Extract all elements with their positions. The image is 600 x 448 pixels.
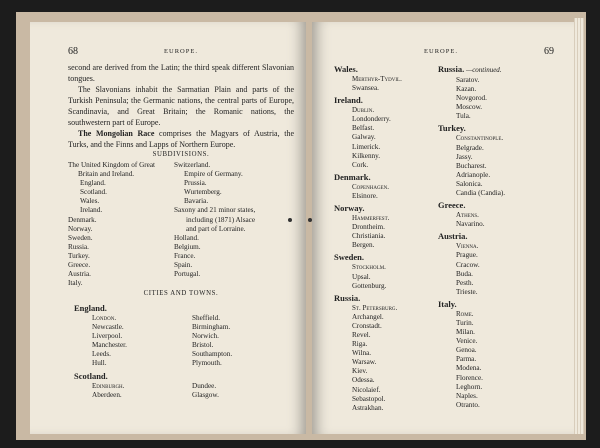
list-item: Liverpool. <box>92 332 123 341</box>
list-item: Kiev. <box>352 367 368 376</box>
paragraph: second are derived from the Latin; the third speak different Slavonian tongues. <box>68 63 294 83</box>
list-item: Bergen. <box>352 241 375 250</box>
list-item: Buda. <box>456 269 473 278</box>
list-item: Russia. <box>68 242 89 251</box>
england-heading-wrap <box>74 301 107 314</box>
list-item: Kazan. <box>456 85 477 94</box>
binding-thread-dot <box>308 218 312 222</box>
list-item: Venice. <box>456 337 478 346</box>
list-item: St. Petersburg. <box>352 303 398 312</box>
list-item: Moscow. <box>456 103 483 112</box>
list-item: Saratov. <box>456 76 480 84</box>
list-item: Scotland. <box>80 188 107 197</box>
scotland-left-list <box>92 382 124 400</box>
list-item: Greece. <box>68 261 91 270</box>
list-item: Londonderry. <box>352 115 391 124</box>
list-item: Drontheim. <box>352 223 385 232</box>
list-item: Turkey. <box>68 251 90 260</box>
list-item: Dublin. <box>352 106 375 115</box>
list-item: Jassy. <box>456 152 473 161</box>
list-item: Trieste. <box>456 287 478 296</box>
list-item: Austria. <box>68 270 91 279</box>
list-item: Bristol. <box>192 341 214 350</box>
scotland-heading: Scotland. <box>74 371 108 381</box>
left-header-title: EUROPE. <box>164 48 198 55</box>
section-heading: Italy. <box>438 298 457 309</box>
list-item: Manchester. <box>92 341 127 350</box>
left-page-number: 68 <box>68 46 78 57</box>
list-item: Athens. <box>456 211 479 220</box>
section-heading: Denmark. <box>334 171 371 182</box>
list-item: Prussia. <box>184 179 207 188</box>
list-item: Merthyr-Tydvil. <box>352 75 402 83</box>
list-item: Leeds. <box>92 350 111 359</box>
list-item: Swansea. <box>352 84 379 93</box>
list-item: Candia (Candia). <box>456 189 506 198</box>
list-item: Riga. <box>352 340 368 349</box>
page-edges <box>574 18 584 434</box>
list-item: Dundee. <box>192 382 217 390</box>
list-item: Plymouth. <box>192 359 222 368</box>
england-left-list <box>92 314 127 369</box>
section-heading: Turkey. <box>438 123 466 134</box>
list-item: Belgrade. <box>456 143 484 152</box>
open-book <box>16 12 586 440</box>
mongolian-rest: comprises the Magyars of Austria, the Turks, and the Finns and Lapps of Northern Europe. <box>68 129 295 149</box>
list-item: Wurtemberg. <box>184 188 222 197</box>
list-item: London. <box>92 314 117 322</box>
list-item: England. <box>80 179 106 188</box>
list-item: Cork. <box>352 160 369 169</box>
list-item: Edinburgh. <box>92 382 125 390</box>
list-item: Empire of Germany. <box>184 170 243 179</box>
list-item: Wales. <box>80 197 100 206</box>
scotland-right-list <box>192 382 219 400</box>
list-item: Revel. <box>352 330 371 339</box>
section-heading: Sweden. <box>334 252 364 263</box>
england-heading: England. <box>74 303 107 313</box>
list-item: Modena. <box>456 364 482 373</box>
cities-title: CITIES AND TOWNS. <box>143 290 219 297</box>
mongolian-lead: The Mongolian Race <box>78 129 155 138</box>
right-page-number: 69 <box>544 46 554 57</box>
left-body-text <box>68 62 294 150</box>
list-item: Parma. <box>456 355 477 364</box>
list-item: Galway. <box>352 133 376 142</box>
list-item: Odessa. <box>352 376 375 385</box>
subdivisions-right-list <box>174 161 255 279</box>
list-item: Copenhagen. <box>352 182 389 191</box>
list-item: Saxony and 21 minor states, <box>174 206 256 215</box>
list-item: Norwich. <box>192 332 219 341</box>
list-item: Naples. <box>456 391 478 400</box>
list-item: Prague. <box>456 251 478 260</box>
list-item: Salonica. <box>456 179 483 188</box>
list-item: Wilna. <box>352 349 372 358</box>
section-heading: Austria. <box>438 231 468 242</box>
list-item: Switzerland. <box>174 161 211 169</box>
right-column-1 <box>334 62 402 413</box>
list-item: Kilkenny. <box>352 151 381 160</box>
list-item: Stockholm. <box>352 263 386 272</box>
list-item: Pesth. <box>456 278 474 287</box>
continued-note: —continued. <box>464 66 502 74</box>
list-item: Novgorod. <box>456 94 487 103</box>
list-item: Archangel. <box>352 312 384 321</box>
list-item: Florence. <box>456 373 483 382</box>
list-item: Spain. <box>174 261 193 270</box>
list-item: Leghorn. <box>456 382 483 391</box>
list-item: Constantinople. <box>456 134 504 143</box>
list-item: Newcastle. <box>92 323 124 332</box>
list-item: Belgium. <box>174 242 201 251</box>
list-item: Portugal. <box>174 270 201 279</box>
england-right-list <box>192 314 232 369</box>
section-heading: Russia. <box>334 292 361 303</box>
list-item: Sweden. <box>68 233 93 242</box>
list-item: Turin. <box>456 318 474 327</box>
list-item: Rome. <box>456 309 474 318</box>
list-item: Navarino. <box>456 220 485 229</box>
list-item: Cronstadt. <box>352 321 382 330</box>
section-heading: Greece. <box>438 200 466 211</box>
left-running-head <box>68 46 294 57</box>
list-item: Sebastopol. <box>352 394 386 403</box>
right-column-2 <box>438 62 505 410</box>
paragraph: The Slavonians inhabit the Sarmatian Plain and parts of the Turkish Peninsula; the Germanic nations, the central parts of Europe, Scandinavia, and Great Britain; the Romanic nations, the southwestern part of Europe. <box>68 85 294 127</box>
list-item: Gottenburg. <box>352 281 387 290</box>
list-item: Italy. <box>68 279 83 288</box>
list-item: Hull. <box>92 359 107 368</box>
list-item: including (1871) Alsace <box>186 215 256 224</box>
list-item: Denmark. <box>68 215 97 224</box>
list-item: Cracow. <box>456 260 480 269</box>
list-item: Southampton. <box>192 350 233 359</box>
list-item: Aberdeen. <box>92 391 122 400</box>
list-item: Bavaria. <box>184 197 209 206</box>
list-item: Vienna. <box>456 242 479 251</box>
list-item: The United Kingdom of Great <box>68 161 156 169</box>
list-item: Otranto. <box>456 400 480 409</box>
list-item: Sheffield. <box>192 314 221 322</box>
list-item: Elsinore. <box>352 191 378 200</box>
list-item: Hammerfest. <box>352 214 390 223</box>
section-heading: Ireland. <box>334 95 363 106</box>
list-item: Ireland. <box>80 206 103 215</box>
list-item: and part of Lorraine. <box>186 224 246 233</box>
list-item: Genoa. <box>456 346 477 355</box>
list-item: Warsaw. <box>352 358 377 367</box>
list-item: Norway. <box>68 224 93 233</box>
list-item: Christiania. <box>352 232 386 241</box>
list-item: Adrianople. <box>456 170 491 179</box>
list-item: Bucharest. <box>456 161 487 170</box>
list-item: Glasgow. <box>192 391 219 400</box>
section-heading: Russia. —continued. <box>438 64 502 74</box>
subdivisions-title: SUBDIVISIONS. <box>152 151 210 158</box>
list-item: Astrakhan. <box>352 403 384 412</box>
section-heading: Wales. <box>334 64 358 74</box>
right-header-title: EUROPE. <box>424 48 458 55</box>
list-item: Britain and Ireland. <box>78 170 135 179</box>
list-item: Nicolaief. <box>352 385 381 394</box>
list-item: Tula. <box>456 112 471 121</box>
list-item: Birmingham. <box>192 323 231 332</box>
list-item: Belfast. <box>352 124 375 133</box>
list-item: Holland. <box>174 233 199 242</box>
list-item: France. <box>174 251 196 260</box>
section-heading: Norway. <box>334 203 365 214</box>
binding-thread-dot <box>288 218 292 222</box>
list-item: Upsal. <box>352 272 371 281</box>
list-item: Milan. <box>456 328 475 337</box>
scotland-heading-wrap <box>74 369 108 382</box>
paragraph-mongolian <box>68 128 294 150</box>
list-item: Limerick. <box>352 142 381 151</box>
subdivisions-left-list <box>68 161 155 288</box>
